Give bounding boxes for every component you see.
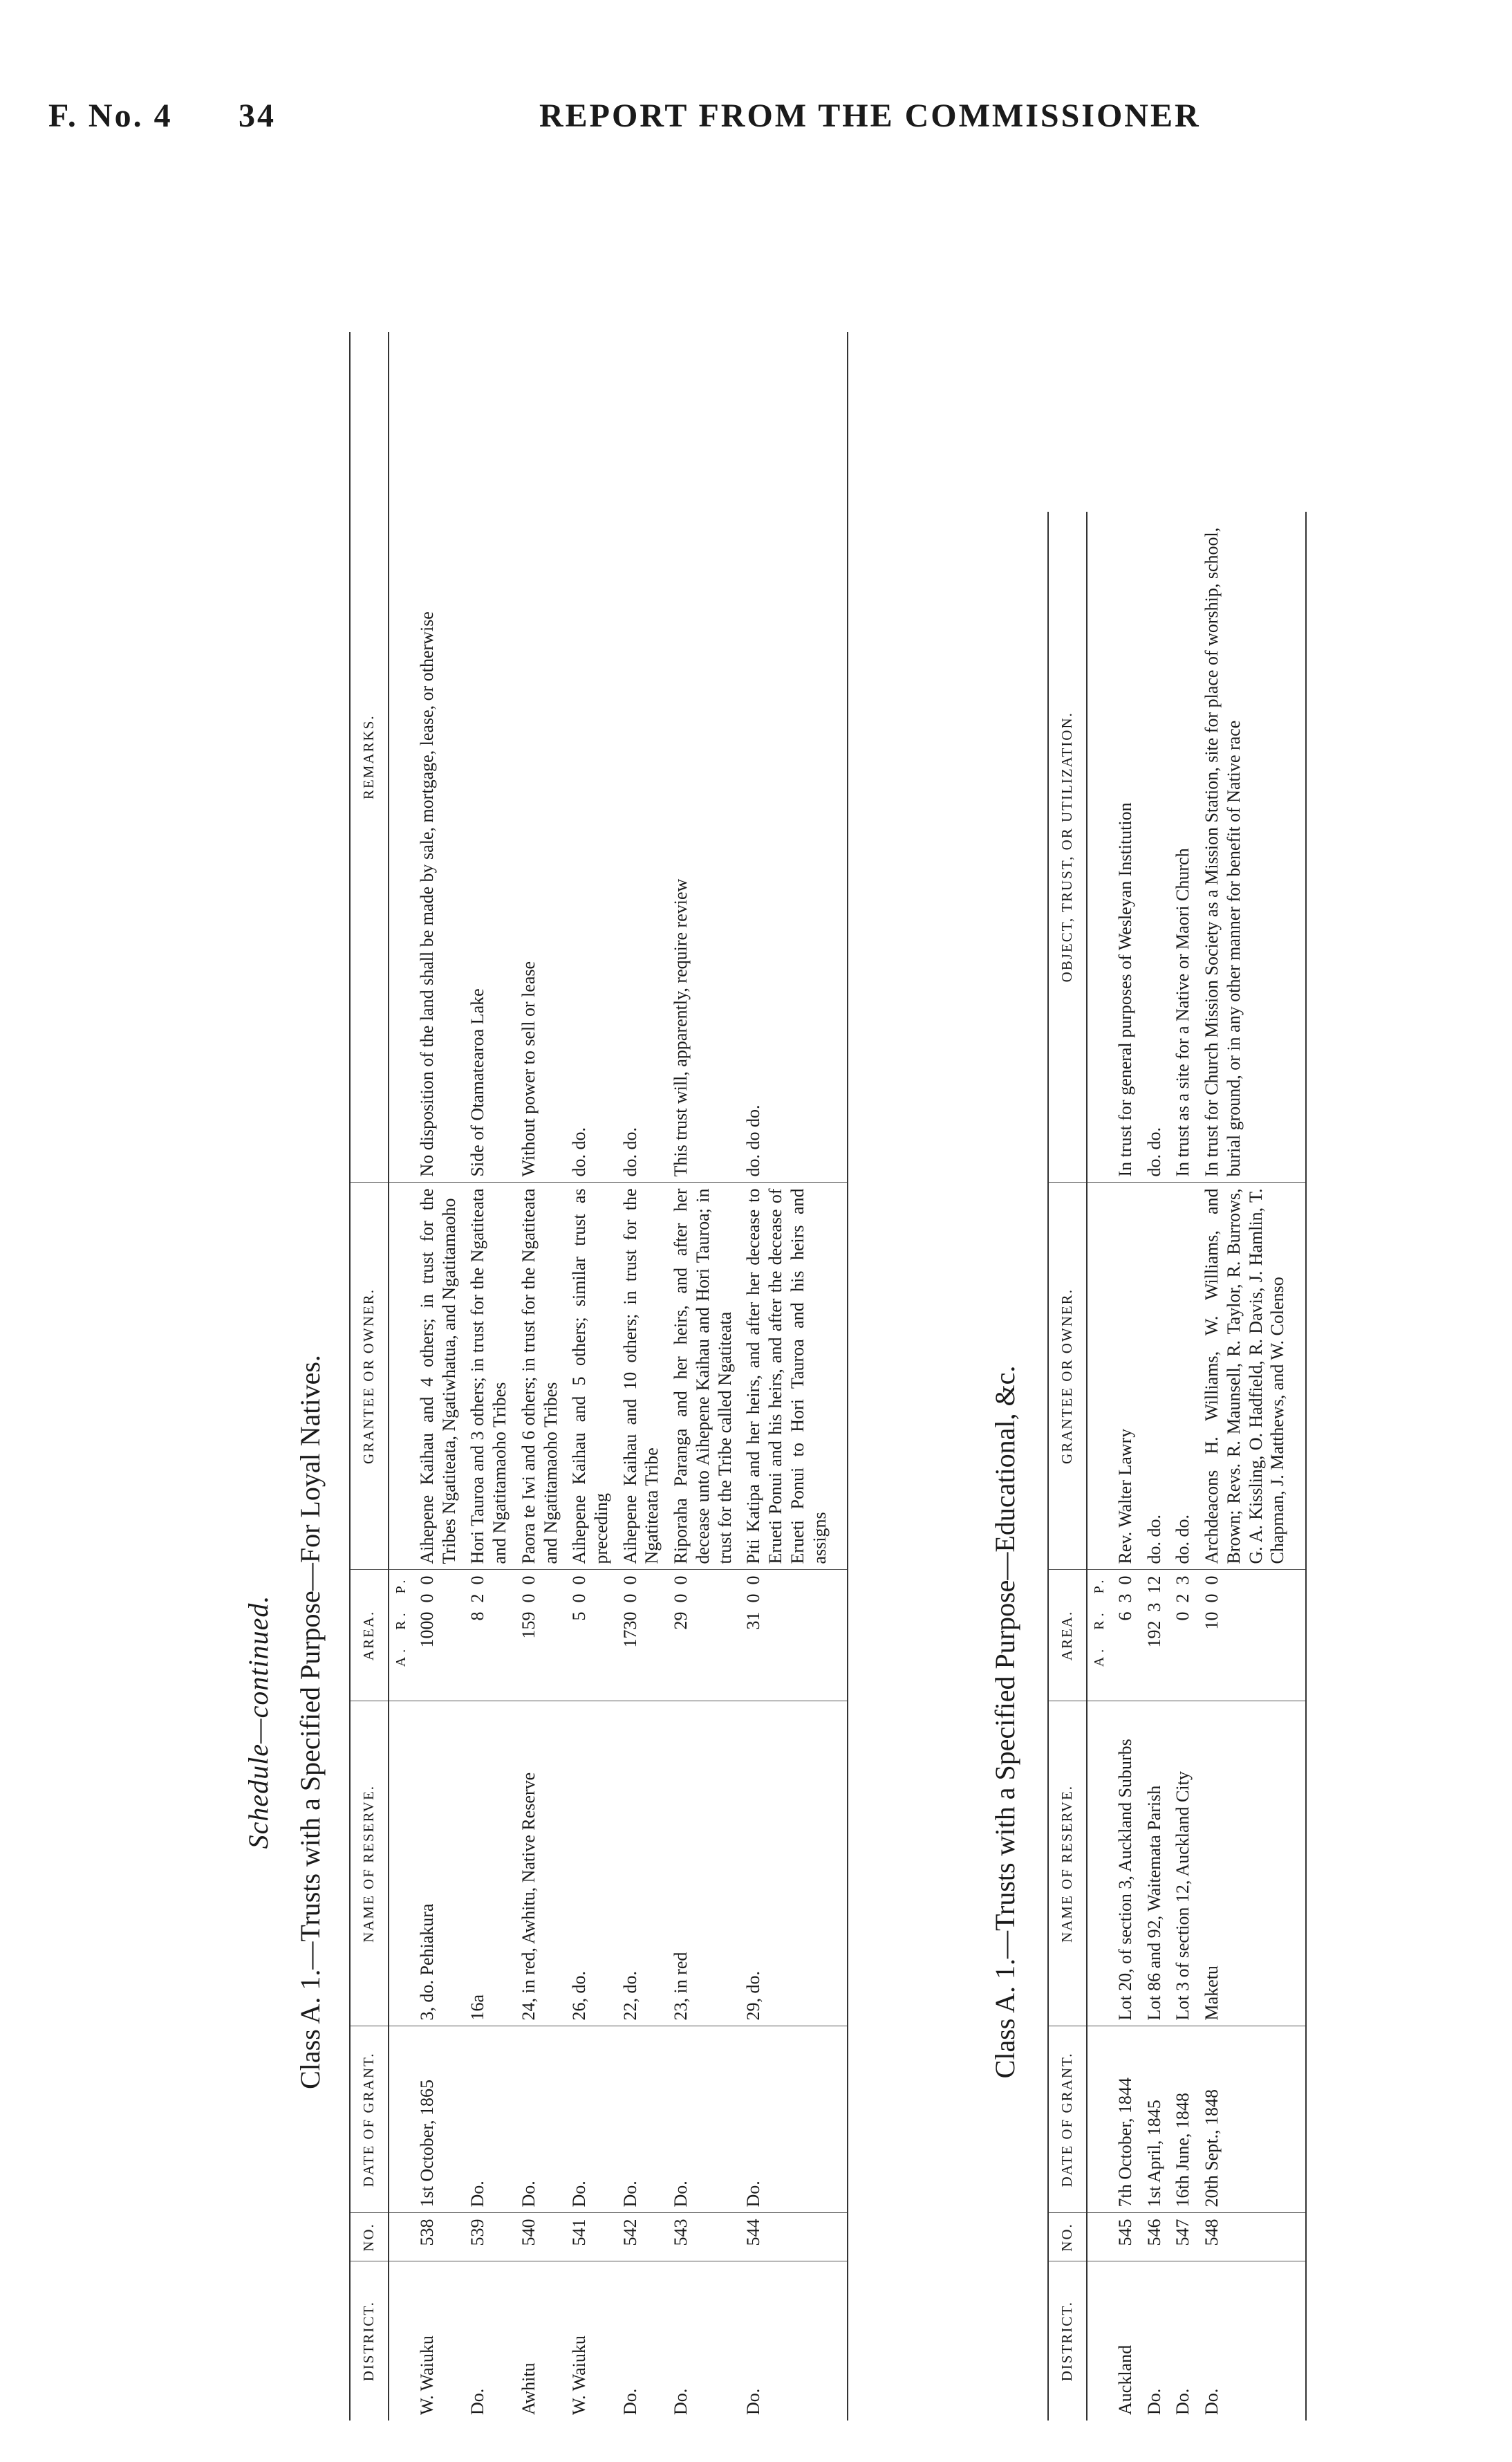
rotated-schedule [228,180,1473,2434]
column-header: NO. [350,2213,389,2261]
reserve-cell: 3, do. Pehiakura [413,1701,463,2026]
district-cell: Do. [743,2388,764,2415]
column-header: AREA. [1048,1570,1087,1701]
column-header: NO. [1048,2213,1087,2261]
date-cell: Do. [739,2026,848,2213]
table-header-row [350,332,389,2421]
grantee-cell: Aihepene Kaihau and 5 others; similar trust as preceding [565,1183,615,1570]
reserve-cell: 26, do. [565,1701,615,2026]
district-cell: W. Waiuku [417,2335,437,2415]
area-cell: 31 0 0 [739,1570,848,1701]
date-cell: Do. [565,2026,615,2213]
table-row [514,332,565,2421]
date-cell: 7th October, 1844 [1111,2026,1140,2213]
number-cell: 539 [463,2213,514,2261]
grantee-cell: Aihepene Kaihau and 4 others; in trust for the Tribes Ngatiteata, Ngatiwhatua, and Ngatitamaoho [413,1183,463,1570]
column-header: DISTRICT. [350,2261,389,2421]
table-row [666,332,739,2421]
grantee-cell: do. do. [1168,1183,1197,1570]
table-row [565,332,615,2421]
column-header: NAME OF RESERVE. [1048,1701,1087,2026]
table-row [739,332,848,2421]
table-row [413,332,463,2421]
district-cell: Do. [1202,2388,1222,2415]
area-cell: 29 0 0 [666,1570,739,1701]
grantee-cell: do. do. [1140,1183,1169,1570]
remarks-cell: do. do. [565,332,615,1183]
district-cell: Do. [1144,2388,1164,2415]
column-header: OBJECT, TRUST, OR UTILIZATION. [1048,512,1087,1183]
page-number: 34 [239,98,276,134]
units-row [1087,512,1111,2421]
column-header: DISTRICT. [1048,2261,1087,2421]
grantee-cell: Hori Tauroa and 3 others; in trust for the Ngatiteata and Ngatitamaoho Tribes [463,1183,514,1570]
area-cell: 159 0 0 [514,1570,565,1701]
district-cell: Do. [671,2388,691,2415]
object-cell: In trust as a site for a Native or Maori Church [1168,512,1197,1183]
table-row [1140,512,1169,2421]
table-row [1111,512,1140,2421]
district-cell: Awhitu [518,2362,539,2415]
remarks-cell: do. do do. [739,332,848,1183]
page-title: REPORT FROM THE COMMISSIONER [539,98,1201,134]
date-cell: 1st April, 1845 [1140,2026,1169,2213]
number-cell: 547 [1168,2213,1197,2261]
district-cell: Do. [467,2388,488,2415]
number-cell: 545 [1111,2213,1140,2261]
area-cell: 6 3 0 [1111,1570,1140,1701]
grantee-cell: Piti Katipa and her heirs, and after her decease to Erueti Ponui and his heirs, and after the decease of Erueti Ponui to Hori Tauroa and his heirs and assigns [739,1183,848,1570]
district-cell: Do. [1173,2388,1193,2415]
grantee-cell: Aihepene Kaihau and 10 others; in trust for the Ngatiteata Tribe [616,1183,666,1570]
column-header: DATE OF GRANT. [1048,2026,1087,2213]
district-cell: W. Waiuku [569,2335,590,2415]
date-cell: 20th Sept., 1848 [1197,2026,1306,2213]
remarks-cell: Without power to sell or lease [514,332,565,1183]
area-cell: 8 2 0 [463,1570,514,1701]
object-cell: In trust for general purposes of Wesleyan Institution [1111,512,1140,1183]
table-row [1168,512,1197,2421]
column-header: GRANTEE OR OWNER. [350,1183,389,1570]
reserve-cell: 24, in red, Awhitu, Native Reserve [514,1701,565,2026]
reserve-cell: 29, do. [739,1701,848,2026]
date-cell: 16th June, 1848 [1168,2026,1197,2213]
district-cell: Auckland [1115,2344,1135,2415]
date-cell: Do. [616,2026,666,2213]
reserve-cell: Lot 3 of section 12, Auckland City [1168,1701,1197,2026]
number-cell: 538 [413,2213,463,2261]
column-header: AREA. [350,1570,389,1701]
object-cell: In trust for Church Mission Society as a Mission Station, site for place of worship, school, burial ground, or in any other manner for benefit of Native race [1197,512,1306,1183]
number-cell: 543 [666,2213,739,2261]
educational-table [1047,512,1307,2421]
remarks-cell: This trust will, apparently, require review [666,332,739,1183]
reserve-cell: 23, in red [666,1701,739,2026]
area-cell: 1730 0 0 [616,1570,666,1701]
table1-title: Class A. 1.—Trusts with a Specified Purpose—For Loyal Natives. [295,1355,326,2089]
date-cell: Do. [666,2026,739,2213]
units-row [389,332,413,2421]
remarks-cell: No disposition of the land shall be made by sale, mortgage, lease, or otherwise [413,332,463,1183]
table-row [463,332,514,2421]
number-cell: 542 [616,2213,666,2261]
table-row [616,332,666,2421]
district-cell: Do. [619,2388,640,2415]
grantee-cell: Paora te Iwi and 6 others; in trust for the Ngatiteata and Ngatitamaoho Tribes [514,1183,565,1570]
column-header: NAME OF RESERVE. [350,1701,389,2026]
remarks-cell: do. do. [616,332,666,1183]
loyal-natives-table [349,332,848,2421]
number-cell: 540 [514,2213,565,2261]
paper-reference: F. No. 4 [48,98,173,134]
date-cell: Do. [514,2026,565,2213]
area-cell: 192 3 12 [1140,1570,1169,1701]
area-cell: 10 0 0 [1197,1570,1306,1701]
area-units: A. R. P. [389,1570,413,1701]
object-cell: do. do. [1140,512,1169,1183]
column-header: GRANTEE OR OWNER. [1048,1183,1087,1570]
reserve-cell: Lot 20, of section 3, Auckland Suburbs [1111,1701,1140,2026]
area-units: A. R. P. [1087,1570,1111,1701]
table-header-row [1048,512,1087,2421]
number-cell: 548 [1197,2213,1306,2261]
reserve-cell: 16a [463,1701,514,2026]
reserve-cell: Maketu [1197,1701,1306,2026]
schedule-title: Schedule—continued. [243,1595,274,1849]
grantee-cell: Riporaha Paranga and her heirs, and after her decease unto Aihepene Kaihau and Hori Tauroa; in trust for the Tribe called Ngatiteata [666,1183,739,1570]
column-header: REMARKS. [350,332,389,1183]
date-cell: 1st October, 1865 [413,2026,463,2213]
number-cell: 541 [565,2213,615,2261]
table-row [1197,512,1306,2421]
number-cell: 544 [739,2213,848,2261]
grantee-cell: Archdeacons H. Williams, W. Williams, and Brown; Revs. R. Maunsell, R. Taylor, R. Burrows, G. A. Kissling, O. Hadfield, R. Davis, J. Hamlin, T. Chapman, J. Matthews, and W. Colenso [1197,1183,1306,1570]
area-cell: 5 0 0 [565,1570,615,1701]
area-cell: 0 2 3 [1168,1570,1197,1701]
reserve-cell: 22, do. [616,1701,666,2026]
grantee-cell: Rev. Walter Lawry [1111,1183,1140,1570]
area-cell: 1000 0 0 [413,1570,463,1701]
table2-title: Class A. 1.—Trusts with a Specified Purpose—Educational, &c. [989,1365,1020,2079]
page-header [0,97,1512,159]
date-cell: Do. [463,2026,514,2213]
number-cell: 546 [1140,2213,1169,2261]
reserve-cell: Lot 86 and 92, Waitemata Parish [1140,1701,1169,2026]
remarks-cell: Side of Otamatearoa Lake [463,332,514,1183]
column-header: DATE OF GRANT. [350,2026,389,2213]
